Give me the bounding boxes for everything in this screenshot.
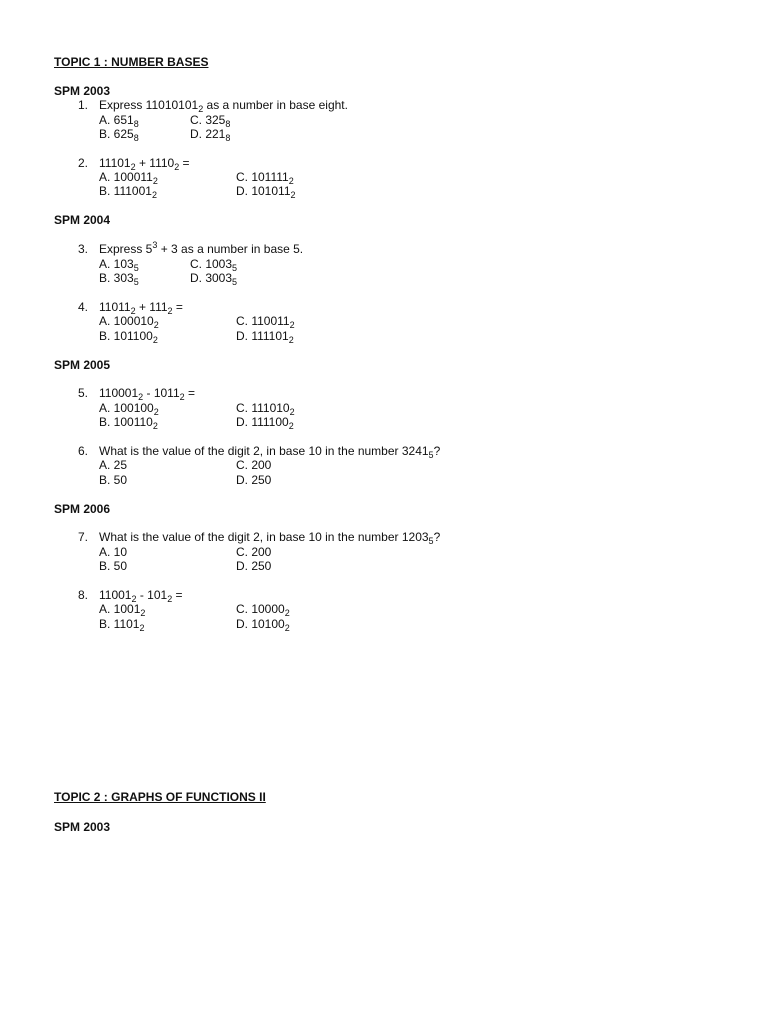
subscript-base: 8 — [225, 119, 231, 129]
text-run: = — [179, 156, 190, 170]
text-run: A. 1001 — [99, 602, 141, 616]
text-run: B. 101100 — [99, 329, 153, 343]
subscript-base: 8 — [133, 119, 139, 129]
subscript-base: 2 — [138, 392, 144, 402]
option-d — [236, 559, 271, 573]
text-run: C. 1003 — [190, 257, 233, 271]
text-run: B. 50 — [99, 559, 128, 573]
option-d — [236, 329, 294, 343]
text-run: D. 250 — [236, 473, 272, 487]
text-run: A. 10 — [99, 545, 128, 559]
option-d — [236, 415, 294, 429]
text-run: D. 101011 — [236, 184, 291, 198]
text-run: D. 111100 — [236, 415, 289, 429]
text-run: What is the value of the digit 2, in base 10 in the number 1203 — [99, 530, 429, 544]
subscript-base: 2 — [289, 407, 295, 417]
subscript-base: 2 — [153, 320, 159, 330]
subscript-base: 2 — [284, 623, 290, 633]
topic-heading: TOPIC 2 : GRAPHS OF FUNCTIONS II — [54, 790, 266, 804]
option-c — [236, 170, 294, 184]
text-run: B. 111001 — [99, 184, 152, 198]
option-d — [236, 617, 290, 631]
option-d — [236, 473, 271, 487]
option-c — [236, 401, 295, 415]
text-run: ? — [433, 530, 441, 544]
text-run: = — [172, 588, 183, 602]
option-b — [99, 329, 158, 343]
subscript-base: 5 — [428, 450, 434, 460]
text-run: B. 625 — [99, 127, 134, 141]
text-run: What is the value of the digit 2, in base 10 in the number 3241 — [99, 444, 429, 458]
text-run: C. 111010 — [236, 401, 290, 415]
subscript-base: 2 — [288, 421, 294, 431]
question-text — [99, 444, 440, 458]
option-c — [236, 602, 290, 616]
subscript-base: 2 — [152, 335, 158, 345]
text-run: B. 303 — [99, 271, 134, 285]
option-c — [236, 458, 271, 472]
option-a — [99, 113, 139, 127]
option-b — [99, 617, 145, 631]
text-run: A. 103 — [99, 257, 134, 271]
option-b — [99, 473, 127, 487]
question-text — [99, 300, 183, 314]
text-run: + 3 as a number in base 5. — [157, 242, 304, 256]
question-number: 7. — [77, 530, 88, 544]
question-number: 1. — [77, 98, 88, 112]
subscript-base: 8 — [133, 133, 139, 143]
text-run: + 1110 — [135, 156, 175, 170]
subscript-base: 2 — [131, 594, 137, 604]
text-run: Express 5 — [99, 242, 153, 256]
subscript-base: 5 — [133, 263, 139, 273]
text-run: Express 11010101 — [99, 98, 199, 112]
option-a — [99, 257, 139, 271]
text-run: C. 110011 — [236, 314, 290, 328]
year-heading: SPM 2006 — [54, 502, 111, 516]
option-b — [99, 271, 139, 285]
text-run: B. 1101 — [99, 617, 140, 631]
subscript-base: 2 — [179, 392, 185, 402]
subscript-base: 2 — [290, 190, 296, 200]
subscript-base: 2 — [284, 608, 290, 618]
year-heading: SPM 2004 — [54, 213, 111, 227]
question-number: 5. — [77, 386, 88, 400]
text-run: C. 200 — [236, 545, 272, 559]
option-d — [190, 271, 237, 285]
subscript-base: 5 — [428, 536, 434, 546]
text-run: D. 221 — [190, 127, 226, 141]
question-number: 2. — [77, 156, 88, 170]
question-number: 6. — [77, 444, 88, 458]
question-text — [99, 588, 183, 602]
text-run: ? — [433, 444, 441, 458]
question-text — [99, 242, 303, 256]
text-run: = — [184, 386, 195, 400]
subscript-base: 2 — [151, 190, 157, 200]
text-run: 11101 — [99, 156, 131, 170]
option-a — [99, 170, 158, 184]
text-run: C. 10000 — [236, 602, 285, 616]
question-text — [99, 156, 190, 170]
topic-heading: TOPIC 1 : NUMBER BASES — [54, 55, 209, 69]
year-heading: SPM 2005 — [54, 358, 111, 372]
text-run: + 111 — [135, 300, 168, 314]
subscript-base: 2 — [174, 162, 180, 172]
subscript-base: 2 — [152, 176, 158, 186]
text-run: D. 111101 — [236, 329, 289, 343]
subscript-base: 2 — [153, 407, 159, 417]
subscript-base: 8 — [225, 133, 231, 143]
text-run: D. 10100 — [236, 617, 285, 631]
option-a — [99, 458, 127, 472]
text-run: as a number in base eight. — [203, 98, 348, 112]
question-number: 8. — [77, 588, 88, 602]
text-run: A. 25 — [99, 458, 128, 472]
question-text — [99, 530, 440, 544]
subscript-base: 5 — [133, 277, 139, 287]
option-c — [190, 113, 230, 127]
text-run: 110001 — [99, 386, 139, 400]
option-b — [99, 184, 157, 198]
subscript-base: 2 — [139, 623, 145, 633]
option-b — [99, 559, 127, 573]
option-d — [190, 127, 230, 141]
text-run: = — [172, 300, 183, 314]
subscript-base: 2 — [152, 421, 158, 431]
question-text — [99, 98, 348, 112]
option-a — [99, 314, 159, 328]
subscript-base: 5 — [232, 263, 238, 273]
text-run: 11001 — [99, 588, 132, 602]
text-run: B. 50 — [99, 473, 128, 487]
option-d — [236, 184, 296, 198]
text-run: 11011 — [99, 300, 131, 314]
superscript-exponent: 3 — [152, 240, 158, 250]
option-a — [99, 545, 127, 559]
text-run: A. 100100 — [99, 401, 154, 415]
text-run: C. 101111 — [236, 170, 289, 184]
subscript-base: 2 — [288, 335, 294, 345]
subscript-base: 2 — [167, 306, 173, 316]
text-run: D. 3003 — [190, 271, 233, 285]
subscript-base: 2 — [130, 306, 136, 316]
subscript-base: 2 — [289, 320, 295, 330]
text-run: A. 100010 — [99, 314, 154, 328]
subscript-base: 2 — [198, 104, 204, 114]
option-a — [99, 602, 145, 616]
question-text — [99, 386, 195, 400]
text-run: D. 250 — [236, 559, 272, 573]
subscript-base: 2 — [140, 608, 146, 618]
option-c — [236, 314, 295, 328]
text-run: B. 100110 — [99, 415, 153, 429]
option-b — [99, 127, 139, 141]
question-number: 4. — [77, 300, 88, 314]
text-run: A. 100011 — [99, 170, 153, 184]
text-run: A. 651 — [99, 113, 134, 127]
option-c — [190, 257, 237, 271]
subscript-base: 5 — [232, 277, 238, 287]
option-b — [99, 415, 158, 429]
text-run: - 1011 — [143, 386, 180, 400]
subscript-base: 2 — [167, 594, 173, 604]
text-run: - 101 — [136, 588, 168, 602]
subscript-base: 2 — [288, 176, 294, 186]
option-c — [236, 545, 271, 559]
text-run: C. 325 — [190, 113, 226, 127]
option-a — [99, 401, 159, 415]
subscript-base: 2 — [130, 162, 136, 172]
text-run: C. 200 — [236, 458, 272, 472]
year-heading: SPM 2003 — [54, 84, 111, 98]
question-number: 3. — [77, 242, 88, 256]
year-heading: SPM 2003 — [54, 820, 111, 834]
